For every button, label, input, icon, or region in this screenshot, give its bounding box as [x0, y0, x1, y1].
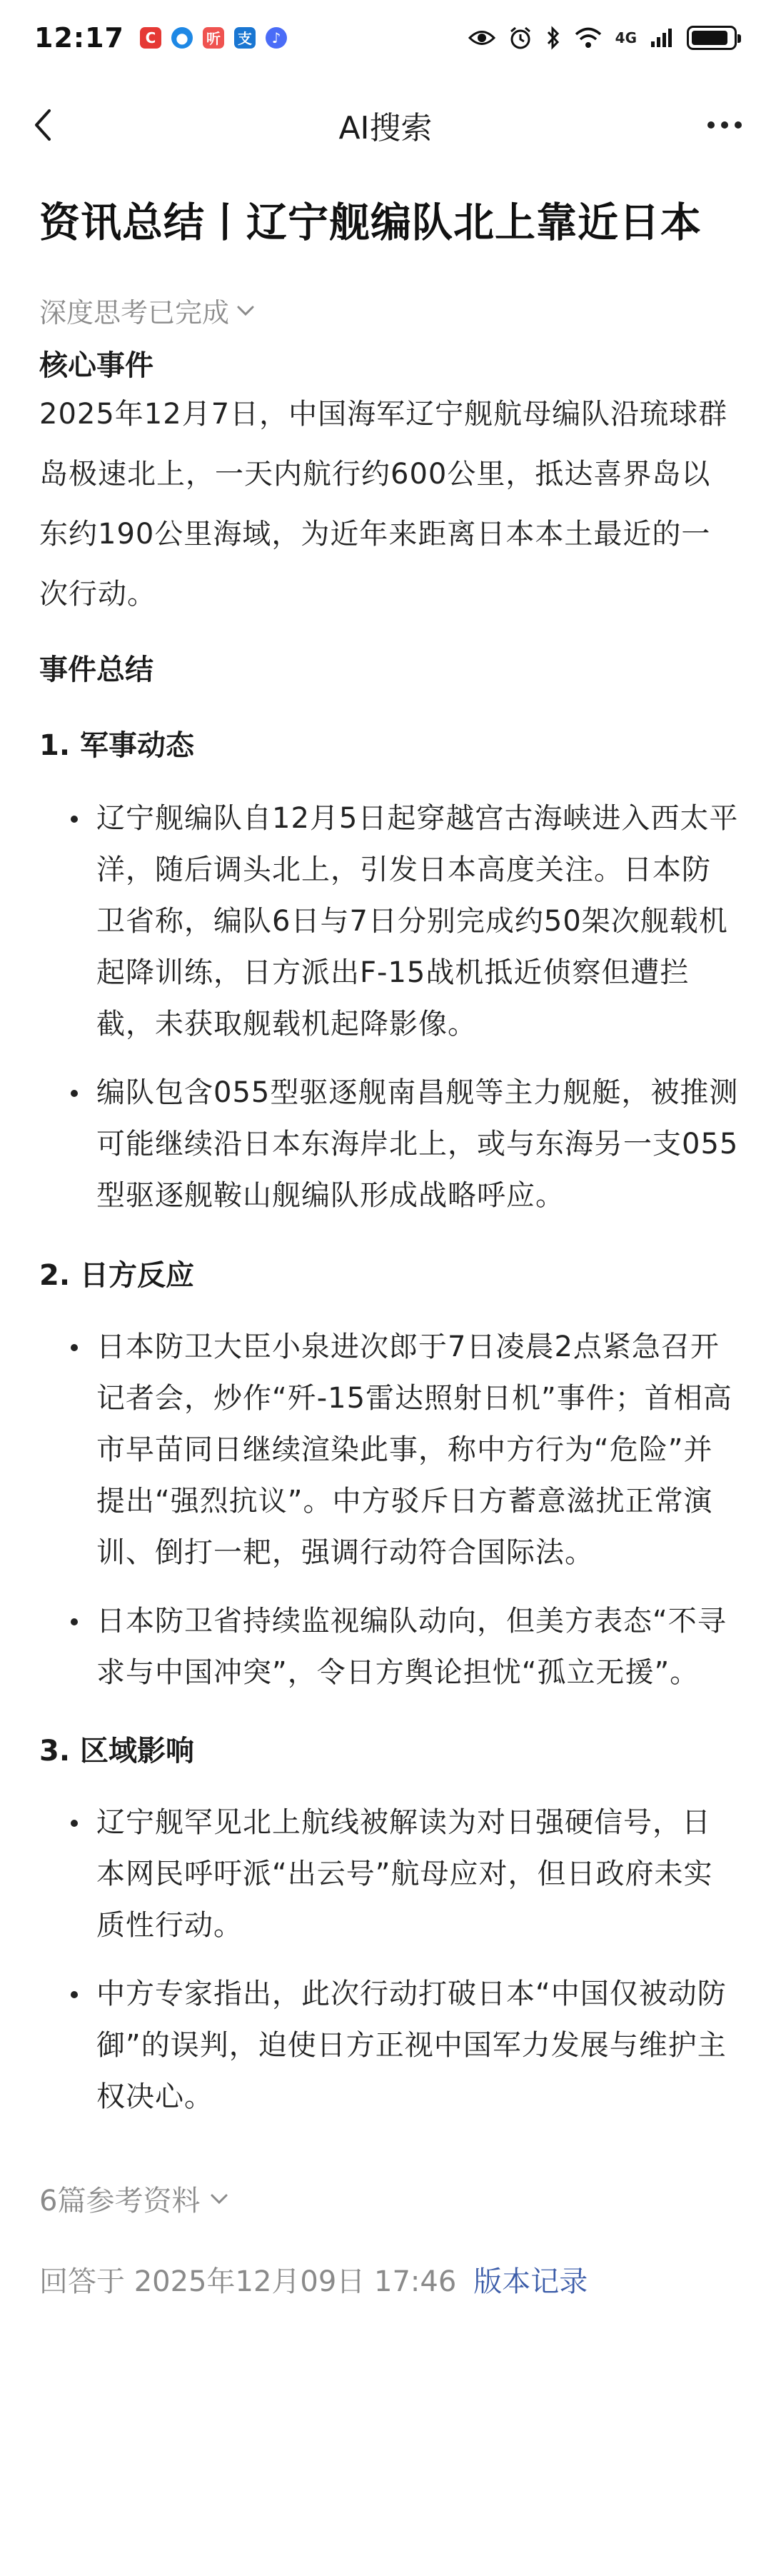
notification-icons: [140, 27, 287, 49]
references-label: 6篇参考资料: [39, 2185, 201, 2218]
regional-impact-bullets: [68, 1797, 739, 2123]
list-item: 编队包含055型驱逐舰南昌舰等主力舰艇，被推测可能继续沿日本东海岸北上，或与东海另一支055型驱逐舰鞍山舰编队形成战略呼应。: [68, 1067, 739, 1221]
back-button[interactable]: [21, 104, 64, 146]
list-item: 辽宁舰罕见北上航线被解读为对日强硬信号，日本网民呼吁派“出云号”航母应对，但日政府未实质性行动。: [68, 1797, 739, 1951]
system-icons: [468, 26, 737, 50]
section-heading-military: 1. 军事动态: [39, 729, 194, 763]
article-title: 资讯总结丨辽宁舰编队北上靠近日本: [39, 199, 702, 246]
military-bullets: [68, 793, 739, 1221]
alipay-notification-icon: 支: [234, 27, 256, 49]
battery-level: [692, 31, 727, 45]
chevron-left-icon: [32, 108, 54, 142]
status-time: 12:17: [34, 21, 124, 54]
summary-heading: 事件总结: [39, 653, 153, 687]
version-record-link[interactable]: 版本记录: [473, 2265, 588, 2299]
deep-thinking-toggle[interactable]: [39, 291, 739, 330]
list-item: 辽宁舰编队自12月5日起穿越宫古海峡进入西太平洋，随后调头北上，引发日本高度关注。日本防卫省称，编队6日与7日分别完成约50架次舰载机起降训练，日方派出F-15战机抵近侦察但遭拦截，未获取舰载机起降影像。: [68, 793, 739, 1050]
signal-icon: [650, 27, 674, 49]
list-item: 日本防卫大臣小泉进次郎于7日凌晨2点紧急召开记者会，炒作“歼-15雷达照射日机”事件；首相高市早苗同日继续渲染此事，称中方行为“危险”并提出“强烈抗议”。中方驳斥日方蓄意滋扰正常演训、倒打一耙，强调行动符合国际法。: [68, 1321, 739, 1578]
app-listen-notification-icon: 听: [203, 27, 224, 49]
status-bar: [0, 0, 771, 75]
section-heading-japan-reaction: 2. 日方反应: [39, 1259, 194, 1293]
think-status-label: 深度思考已完成: [39, 297, 230, 329]
japan-reaction-bullets: [68, 1321, 739, 1698]
network-type-label: 4G: [615, 29, 637, 46]
page-title: AI搜索: [338, 110, 433, 146]
chevron-down-icon: [210, 2193, 228, 2205]
core-event-text: 2025年12月7日，中国海军辽宁舰航母编队沿琉球群岛极速北上，一天内航行约600公里，抵达喜界岛以东约190公里海域，为近年来距离日本本土最近的一次行动。: [39, 398, 728, 611]
alarm-icon: [508, 26, 533, 50]
bluetooth-icon: [545, 26, 561, 50]
music-notification-icon: ♪: [266, 27, 287, 49]
wifi-icon: [574, 26, 603, 49]
more-options-button[interactable]: [700, 104, 750, 146]
core-event-heading: 核心事件: [39, 349, 153, 383]
more-horizontal-icon: [707, 121, 715, 129]
section-heading-regional-impact: 3. 区域影响: [39, 1735, 194, 1768]
nav-bar: [0, 75, 771, 175]
app-c-notification-icon: C: [140, 27, 161, 49]
references-toggle[interactable]: [39, 2178, 739, 2219]
chevron-down-icon: [236, 305, 255, 316]
list-item: 日本防卫省持续监视编队动向，但美方表态“不寻求与中国冲突”，令日方舆论担忧“孤立无援”。: [68, 1595, 739, 1698]
answered-timestamp: 回答于 2025年12月09日 17:46: [39, 2265, 457, 2299]
answer-footer: [39, 2259, 739, 2300]
list-item: 中方专家指出，此次行动打破日本“中国仅被动防御”的误判，迫使日方正视中国军力发展与维护主权决心。: [68, 1968, 739, 2123]
battery-icon: [687, 26, 737, 50]
eye-icon: [468, 27, 495, 49]
answer-content: [39, 196, 739, 2300]
app-circle-notification-icon: ●: [171, 27, 193, 49]
